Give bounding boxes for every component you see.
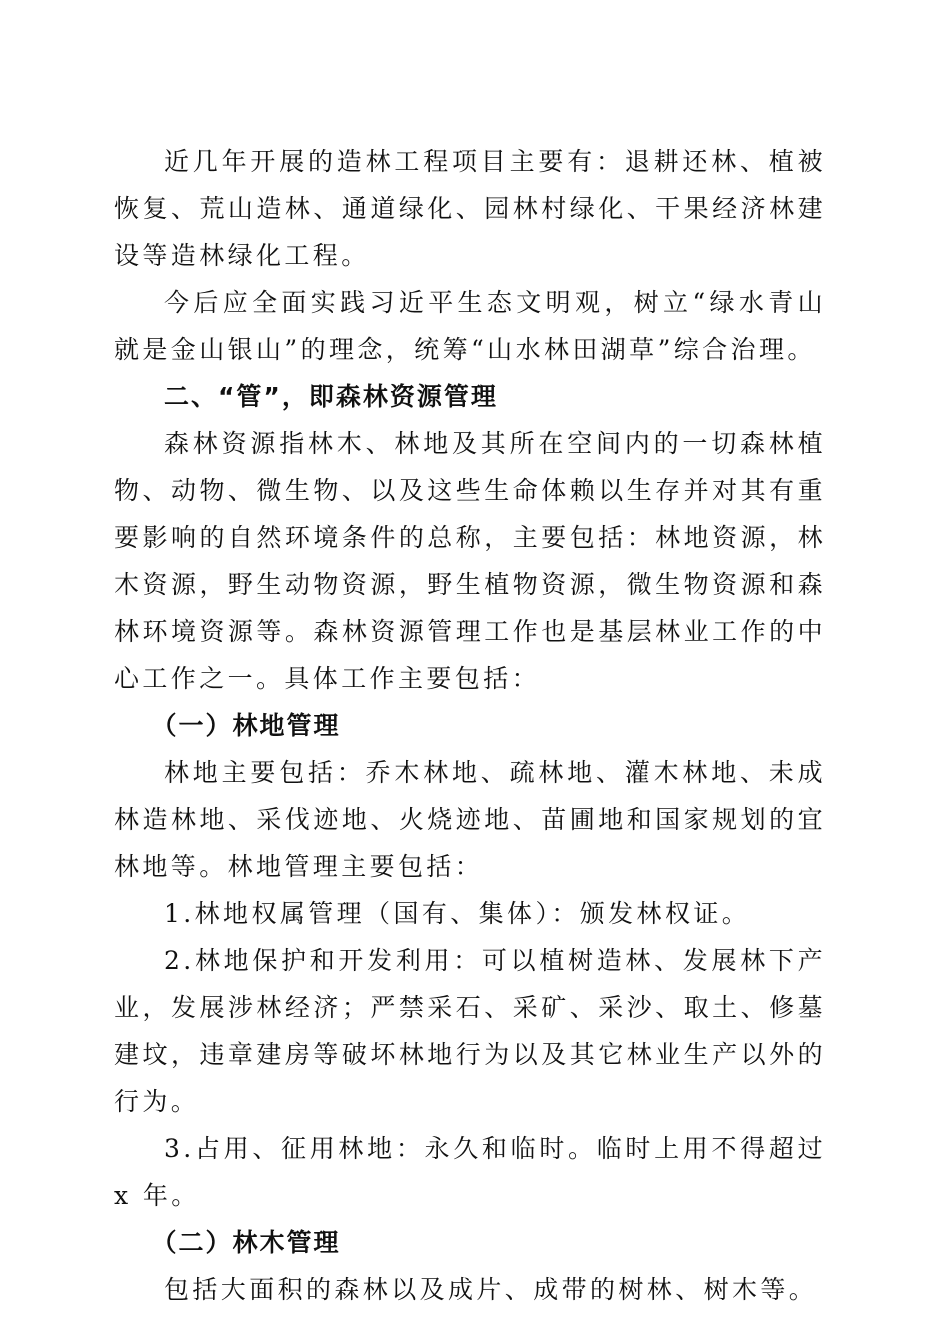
paragraph-forest-land-types: 林地主要包括：乔木林地、疏林地、灌木林地、未成林造林地、采伐迹地、火烧迹地、苗圃地和国家规划的宜林地等。林地管理主要包括： xyxy=(114,758,826,881)
section-heading-forest-resource-management: 二、“管”，即森林资源管理 xyxy=(164,382,498,411)
paragraph-forest-tree-scope: 包括大面积的森林以及成片、成带的树林、树木等。 xyxy=(164,1275,818,1304)
list-item-land-ownership: 1.林地权属管理（国有、集体）：颁发林权证。 xyxy=(164,899,751,928)
document-body xyxy=(114,138,826,1313)
subheading-forest-land-management: （一）林地管理 xyxy=(151,711,341,740)
list-item-land-occupation: 3.占用、征用林地：永久和临时。临时上用不得超过 x 年。 xyxy=(114,1134,826,1210)
paragraph-ecological-civilization: 今后应全面实践习近平生态文明观，树立“绿水青山就是金山银山”的理念，统筹“山水林田湖草”综合治理。 xyxy=(114,288,826,364)
paragraph-afforestation-projects: 近几年开展的造林工程项目主要有：退耕还林、植被恢复、荒山造林、通道绿化、园林村绿化、干果经济林建设等造林绿化工程。 xyxy=(114,147,826,270)
subheading-forest-tree-management: （二）林木管理 xyxy=(151,1228,341,1257)
list-item-land-protection: 2.林地保护和开发利用：可以植树造林、发展林下产业，发展涉林经济；严禁采石、采矿、采沙、取土、修墓建坟，违章建房等破坏林地行为以及其它林业生产以外的行为。 xyxy=(114,946,826,1116)
paragraph-forest-resource-definition: 森林资源指林木、林地及其所在空间内的一切森林植物、动物、微生物、以及这些生命体赖以生存并对其有重要影响的自然环境条件的总称，主要包括：林地资源，林木资源，野生动物资源，野生植物资源，微生物资源和森林环境资源等。森林资源管理工作也是基层林业工作的中心工作之一。具体工作主要包括： xyxy=(114,429,826,693)
